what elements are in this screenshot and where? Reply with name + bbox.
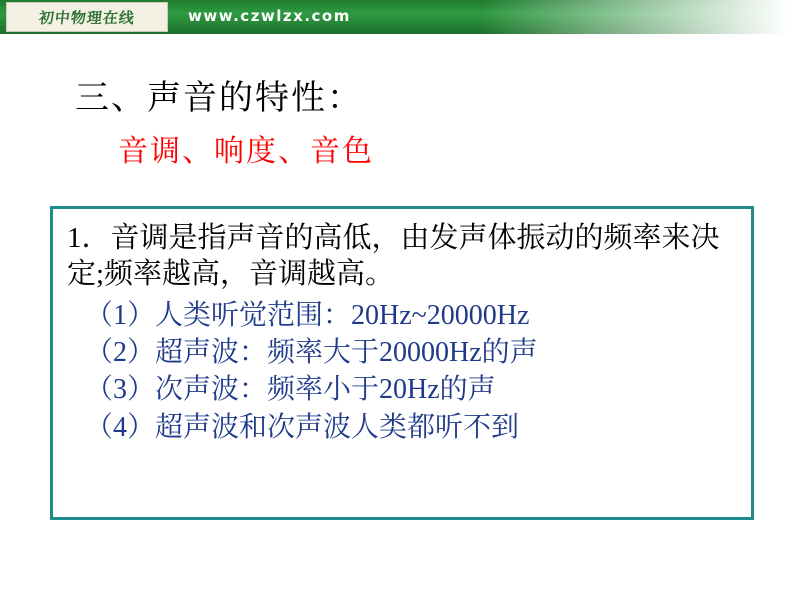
site-logo	[6, 2, 168, 32]
points-list	[67, 297, 741, 446]
site-logo-text: 初中物理在线	[37, 8, 136, 27]
site-banner	[0, 0, 800, 34]
list-item: （2）超声波：频率大于20000Hz的声	[85, 337, 538, 369]
list-item: （1）人类听觉范围：20Hz~20000Hz	[85, 299, 530, 331]
slide-title: 三、声音的特性：	[75, 80, 363, 117]
slide-subtitle: 音调、响度、音色	[118, 135, 374, 168]
site-url-text: www.czwlzx.com	[188, 7, 351, 25]
list-item: （3）次声波：频率小于20Hz的声	[85, 374, 496, 406]
definition-paragraph: 1．音调是指声音的高低，由发声体振动的频率来决定;频率越高，音调越高。	[67, 222, 720, 290]
banner-fade-overlay	[480, 0, 800, 34]
content-box	[50, 206, 754, 520]
banner-inner	[0, 0, 800, 34]
list-item: （4）超声波和次声波人类都听不到	[85, 411, 520, 443]
